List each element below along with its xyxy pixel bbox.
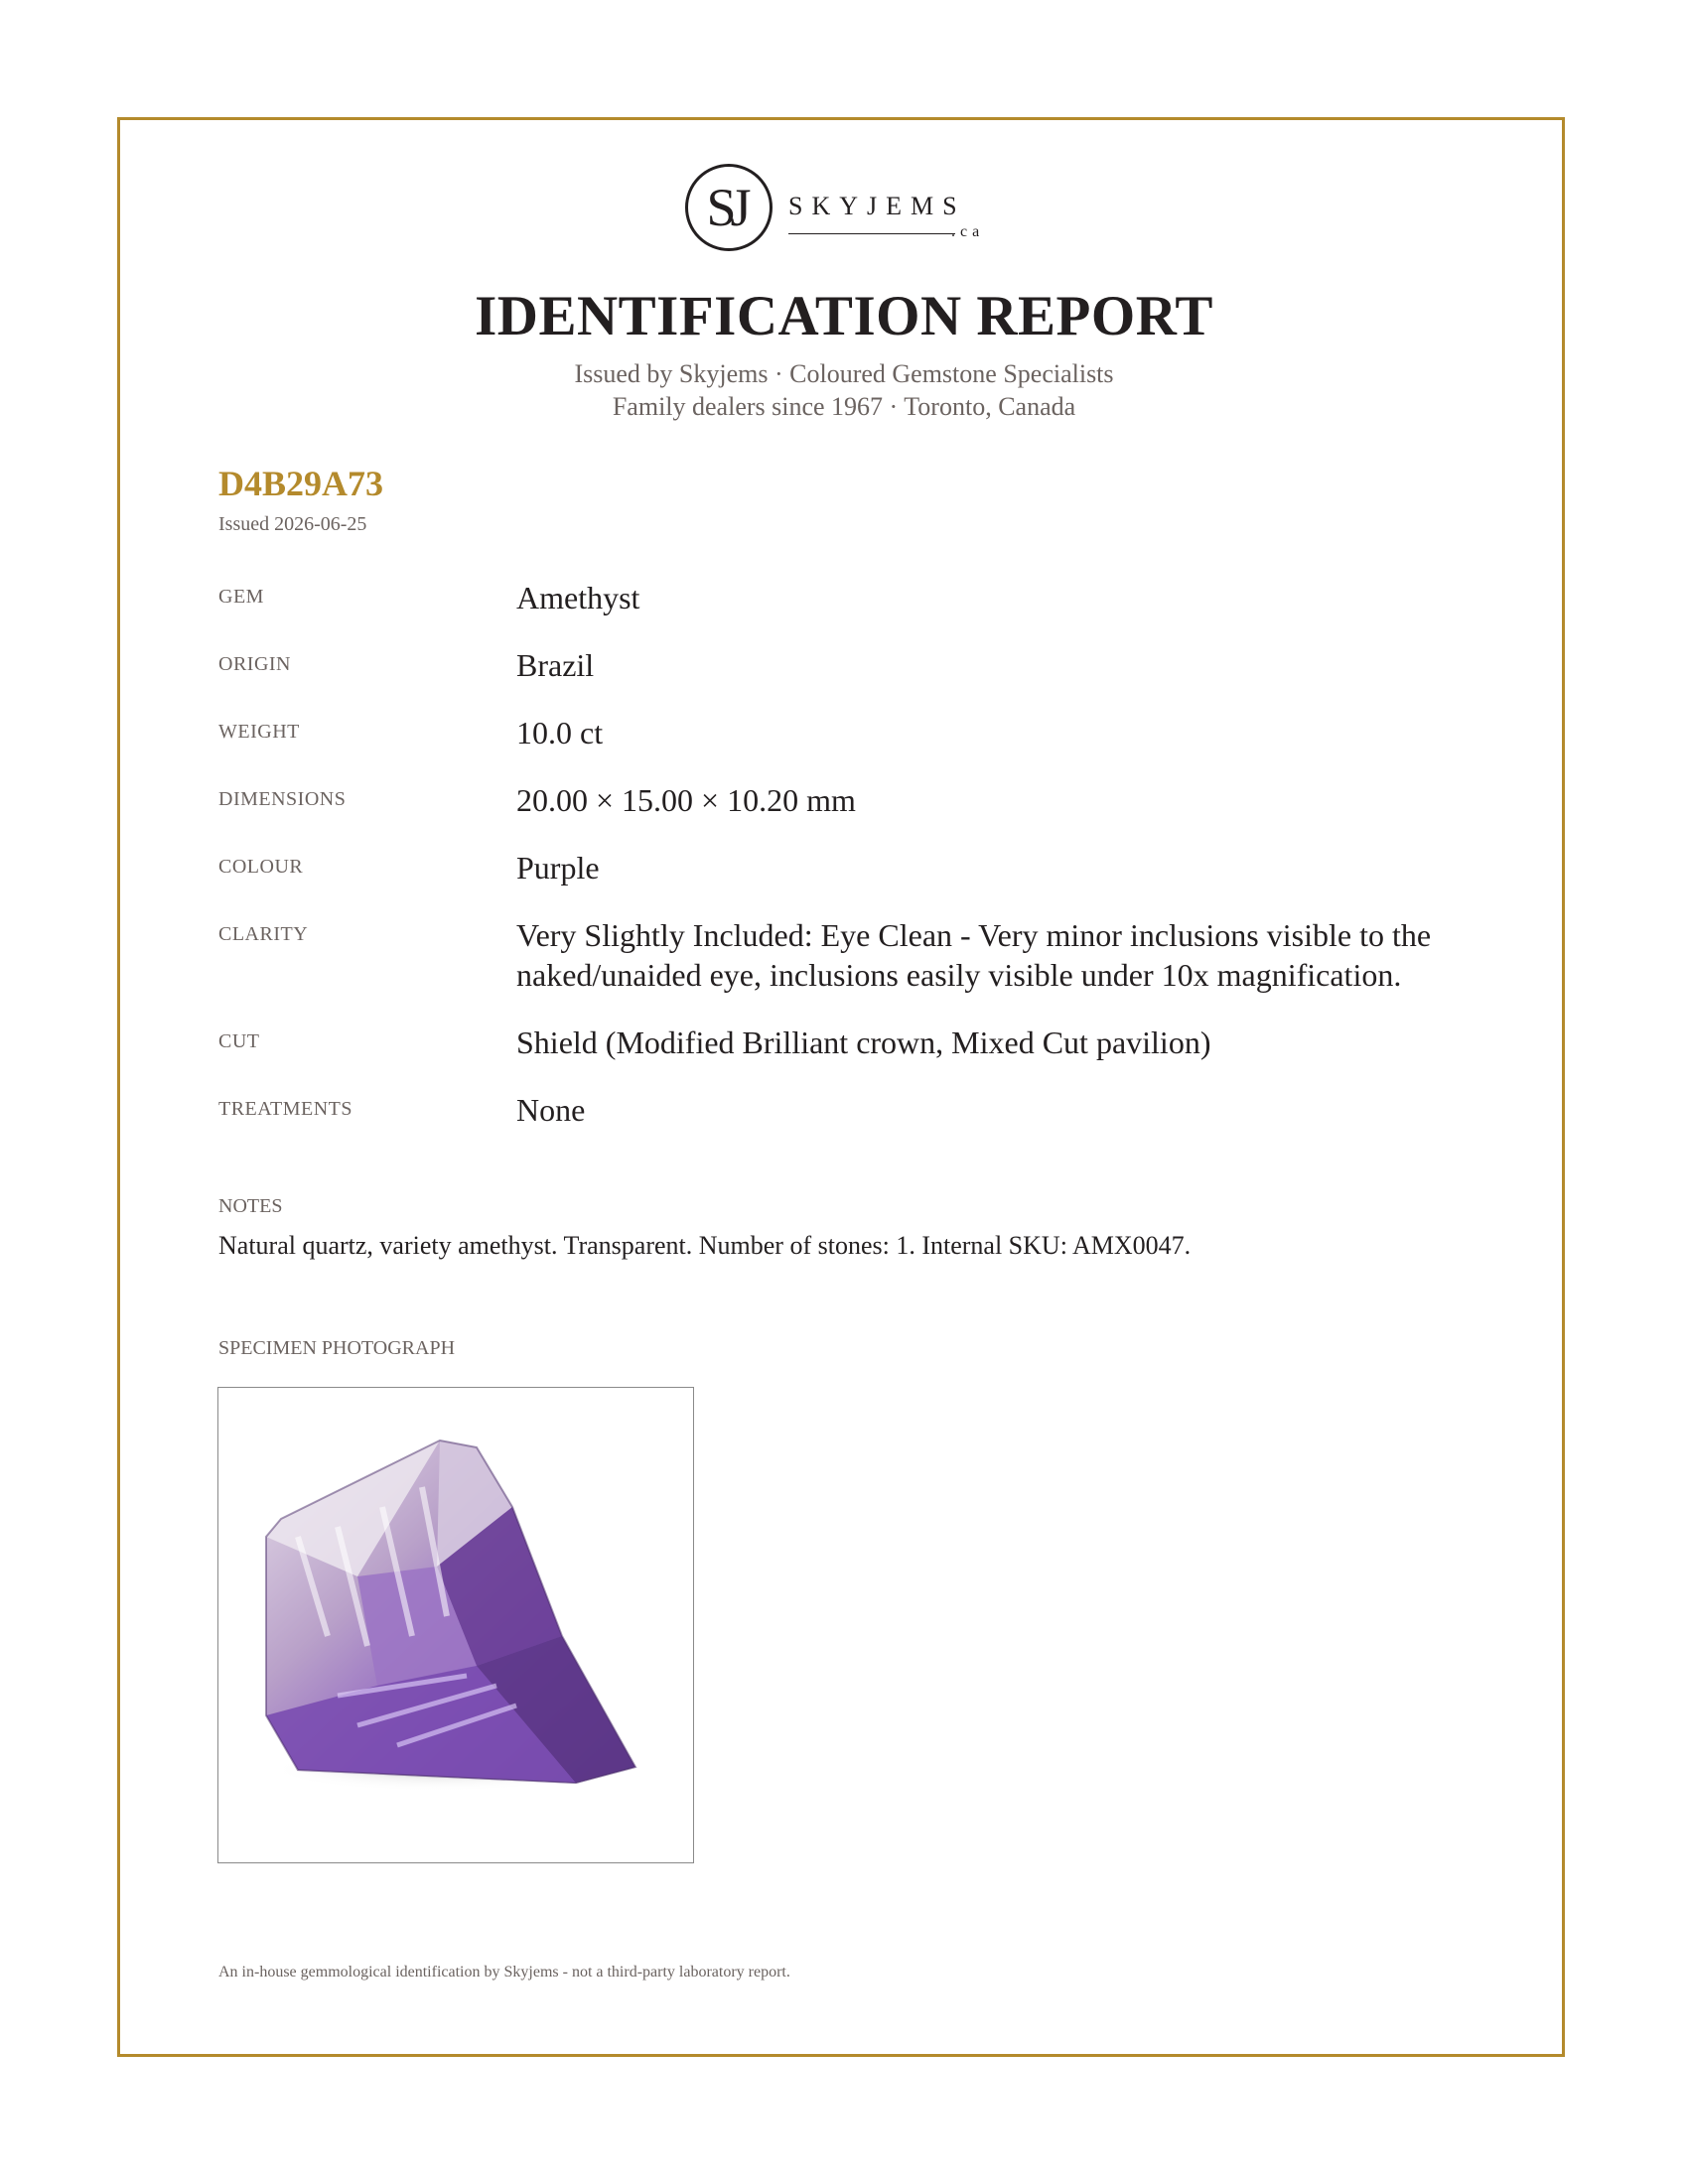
field-value: 20.00 × 15.00 × 10.20 mm [516,782,856,818]
field-label: DIMENSIONS [218,788,347,810]
disclaimer-footer: An in-house gemmological identification by Skyjems - not a third-party laboratory report. [218,1964,790,1980]
logo-tld: .ca [951,223,985,240]
amethyst-gem-image [218,1388,692,1861]
field-label: COLOUR [218,856,304,878]
field-value: Shield (Modified Brilliant crown, Mixed Cut pavilion) [516,1024,1211,1060]
issue-date: Issued 2026-06-25 [218,513,367,535]
notes-text: Natural quartz, variety amethyst. Transparent. Number of stones: 1. Internal SKU: AMX0047. [218,1231,1192,1260]
field-label: WEIGHT [218,721,300,743]
specimen-photo [217,1387,694,1863]
notes-label: NOTES [218,1195,283,1217]
field-value: Amethyst [516,580,640,615]
field-label: CUT [218,1030,260,1052]
photo-label: SPECIMEN PHOTOGRAPH [218,1337,456,1359]
logo-monogram: SJ [685,164,773,251]
skyjems-logo [685,164,1003,263]
logo-wordmark: SKYJEMS [788,192,966,220]
field-value: 10.0 ct [516,715,604,751]
field-value: Purple [516,850,600,886]
field-label: TREATMENTS [218,1098,352,1120]
field-value: Very Slightly Included: Eye Clean - Very minor inclusions visible to the naked/unaided eye, inclusions easily visible under 10x magnification. [516,917,1432,993]
field-label: ORIGIN [218,653,291,675]
issuer-line: Issued by Skyjems · Coloured Gemstone Specialists [574,359,1114,388]
field-label: CLARITY [218,923,309,945]
report-title: IDENTIFICATION REPORT [475,285,1213,347]
logo-rule [788,233,955,234]
dealer-line: Family dealers since 1967 · Toronto, Canada [612,392,1076,421]
field-value: Brazil [516,647,595,683]
field-label: GEM [218,586,264,608]
report-id: D4B29A73 [218,464,384,503]
field-value: None [516,1092,586,1128]
